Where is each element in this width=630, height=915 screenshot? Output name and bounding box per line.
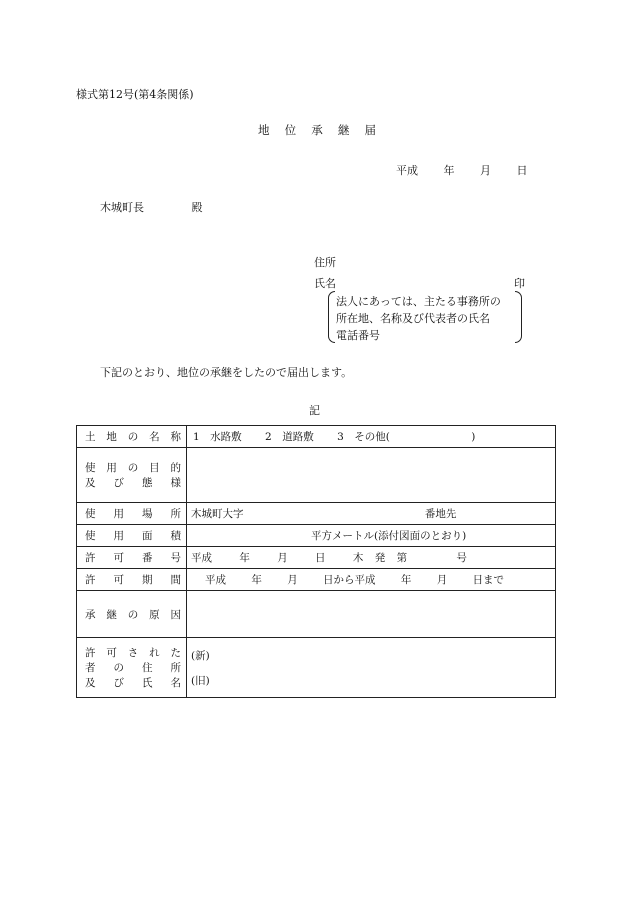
land-option-3: 3 その他( <box>337 431 390 443</box>
period-from-year: 年 <box>251 574 262 586</box>
label-char: 地 <box>106 431 117 443</box>
label-char: 番 <box>142 552 153 564</box>
holder-new: (新) <box>191 649 210 662</box>
label-char: の <box>113 662 124 674</box>
field-location[interactable] <box>187 503 556 525</box>
date-day: 日 <box>516 164 528 177</box>
permit-town: 木 <box>352 552 364 564</box>
label-char: の <box>127 431 139 443</box>
label-char: 継 <box>106 608 117 621</box>
label-char: 使 <box>85 530 96 542</box>
label-char: 面 <box>142 530 153 542</box>
label-purpose <box>77 448 187 503</box>
field-area[interactable] <box>187 525 556 547</box>
left-bracket <box>328 291 335 343</box>
label-area <box>77 525 187 547</box>
label-char: 住 <box>142 662 153 674</box>
label-char: び <box>113 677 124 689</box>
label-char: 使 <box>85 462 96 474</box>
note-line: 所在地、名称及び代表者の氏名 <box>336 312 490 325</box>
label-char: 及 <box>85 677 96 689</box>
label-reason <box>77 591 187 638</box>
label-char: 目 <box>149 462 160 474</box>
permit-year: 年 <box>239 552 250 564</box>
period-to-month: 月 <box>436 574 448 586</box>
location-prefix: 木城町大字 <box>191 508 244 520</box>
period-from-day: 日から平成 <box>323 574 376 586</box>
permit-day: 日 <box>315 552 326 564</box>
holder-old: (旧) <box>191 674 210 687</box>
title-char: 地 <box>258 123 270 137</box>
label-char: 承 <box>85 608 96 621</box>
label-char: 称 <box>170 431 181 443</box>
intro-text: 下記のとおり、地位の承継をしたので届出します。 <box>100 366 353 379</box>
note-line: 法人にあっては、主たる事務所の <box>336 295 501 308</box>
field-holder[interactable] <box>187 638 556 698</box>
label-char: 的 <box>170 462 181 474</box>
label-char: 土 <box>85 431 96 443</box>
title-char: 届 <box>364 123 376 137</box>
row-land-name <box>77 426 556 448</box>
row-holder <box>77 638 556 698</box>
permit-no-prefix: 第 <box>396 552 408 564</box>
row-permit-period <box>77 569 556 591</box>
field-land-name[interactable] <box>187 426 556 448</box>
label-char: 所 <box>170 508 181 520</box>
label-char: 許 <box>85 647 96 659</box>
label-holder <box>77 638 187 698</box>
label-char: び <box>113 477 124 489</box>
addressee-name: 木城町長 <box>100 201 144 214</box>
form-number: 様式第12号(第4条関係) <box>76 88 194 101</box>
field-reason[interactable] <box>187 591 556 638</box>
label-char: 期 <box>142 574 153 586</box>
label-location <box>77 503 187 525</box>
field-purpose[interactable] <box>187 448 556 503</box>
row-purpose <box>77 448 556 503</box>
label-char: の <box>127 462 139 474</box>
row-location <box>77 503 556 525</box>
period-from-era: 平成 <box>205 574 226 586</box>
date-year: 年 <box>443 164 455 177</box>
period-from-month: 月 <box>287 574 298 586</box>
location-suffix: 番地先 <box>424 508 457 520</box>
ki-heading: 記 <box>309 404 320 417</box>
label-char: 氏 <box>142 677 153 689</box>
applicant-name-label: 氏名 <box>314 277 336 290</box>
label-land-name <box>77 426 187 448</box>
addressee <box>100 199 203 215</box>
row-reason <box>77 591 556 638</box>
title-char: 位 <box>284 123 297 137</box>
label-char: さ <box>127 647 139 659</box>
land-option-1: 1 水路敷 <box>193 431 242 443</box>
label-char: 原 <box>149 608 160 621</box>
label-char: 積 <box>170 530 181 542</box>
row-area <box>77 525 556 547</box>
area-unit: 平方メートル(添付図面のとおり) <box>311 530 467 542</box>
label-permit-number <box>77 547 187 569</box>
label-char: 因 <box>170 608 181 621</box>
label-char: 用 <box>106 462 117 474</box>
label-char: 可 <box>106 647 117 659</box>
label-char: 所 <box>170 662 181 674</box>
label-char: 用 <box>113 508 124 520</box>
land-option-2: 2 道路敷 <box>265 431 314 443</box>
label-char: 場 <box>142 508 153 520</box>
label-char: れ <box>149 647 160 659</box>
addressee-honorific: 殿 <box>191 201 203 214</box>
label-char: 許 <box>85 552 96 564</box>
label-char: 名 <box>149 431 160 443</box>
right-bracket <box>515 291 522 343</box>
label-char: 使 <box>85 508 96 520</box>
field-permit-period[interactable] <box>187 569 556 591</box>
note-line: 電話番号 <box>336 329 380 342</box>
date-month: 月 <box>480 164 491 177</box>
permit-issue: 発 <box>374 552 386 564</box>
label-char: 号 <box>170 552 181 564</box>
applicant-address-label: 住所 <box>314 256 336 269</box>
label-char: 可 <box>113 552 124 564</box>
date-line <box>396 162 528 178</box>
permit-era: 平成 <box>191 552 212 564</box>
field-permit-number[interactable] <box>187 547 556 569</box>
land-option-close: ) <box>471 431 476 443</box>
label-char: 可 <box>113 574 124 586</box>
label-char: 様 <box>170 477 181 489</box>
form-table <box>76 425 556 698</box>
corporation-note <box>328 291 522 343</box>
period-to-year: 年 <box>400 574 412 586</box>
form-title <box>258 122 376 138</box>
permit-month: 月 <box>277 552 288 564</box>
title-char: 承 <box>311 123 323 137</box>
label-permit-period <box>77 569 187 591</box>
label-char: 名 <box>170 677 181 689</box>
label-char: 許 <box>85 574 96 586</box>
permit-no-suffix: 号 <box>456 552 467 564</box>
label-char: 用 <box>113 530 124 542</box>
period-to-day: 日まで <box>472 574 505 586</box>
label-char: 及 <box>85 477 96 489</box>
label-char: の <box>127 608 139 621</box>
label-char: 間 <box>170 574 181 586</box>
applicant-seal: 印 <box>514 277 525 290</box>
label-char: た <box>170 647 181 659</box>
row-permit-number <box>77 547 556 569</box>
label-char: 者 <box>85 662 96 674</box>
date-era: 平成 <box>396 164 418 177</box>
title-char: 継 <box>337 123 350 137</box>
label-char: 態 <box>142 477 153 489</box>
